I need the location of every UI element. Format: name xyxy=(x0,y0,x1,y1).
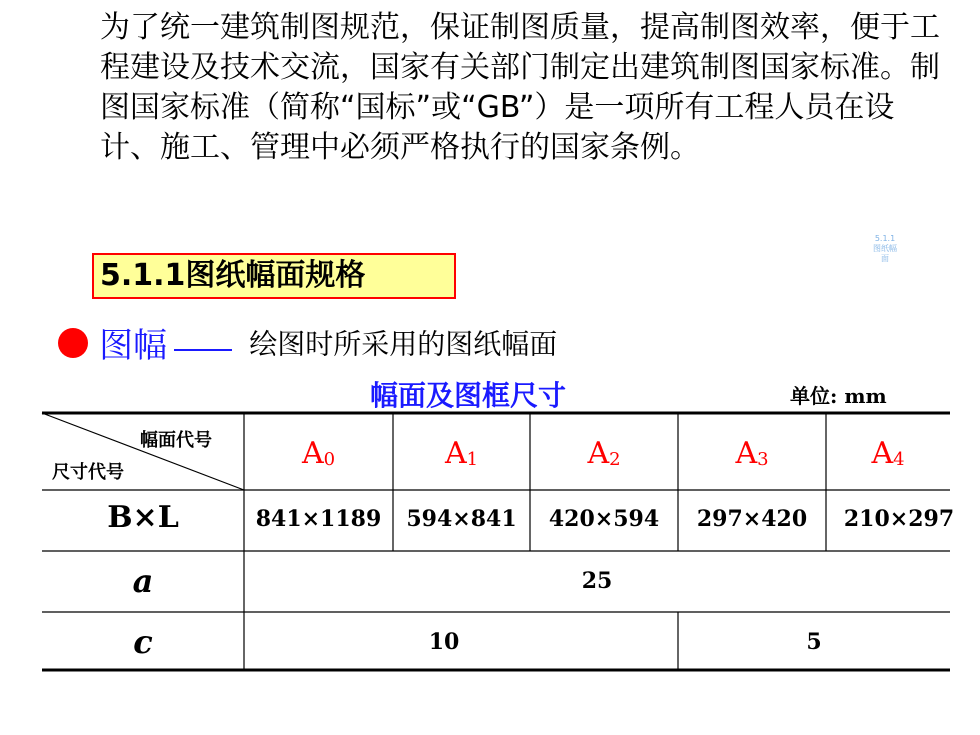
cell-bl-a3: 297×420 xyxy=(696,506,808,532)
bullet-term: 图幅 xyxy=(99,326,168,366)
cell-c-a0-a2: 10 xyxy=(428,629,460,655)
column-header-a3: $A_3$ xyxy=(735,436,769,471)
corner-header-bottom: 尺寸代号 xyxy=(52,462,124,483)
section-heading: 5.1.1图纸幅面规格 xyxy=(92,253,456,299)
row-label-bl: B×L xyxy=(107,500,179,535)
column-header-a2: $A_2$ xyxy=(587,436,621,471)
corner-header-top: 幅面代号 xyxy=(140,430,212,451)
column-header-a4: $A_4$ xyxy=(871,436,905,471)
cell-bl-a4: 210×297 xyxy=(843,506,955,532)
cell-c-a3-a4: 5 xyxy=(806,629,822,655)
cell-a-value: 25 xyxy=(581,568,613,594)
column-header-a1: $A_1$ xyxy=(444,436,479,471)
row-label-c: c xyxy=(133,623,153,661)
row-label-a: a xyxy=(132,562,154,600)
bullet-description: 绘图时所采用的图纸幅面 xyxy=(249,327,558,361)
table-title: 幅面及图框尺寸 xyxy=(370,379,567,412)
column-header-a0: $A_0$ xyxy=(301,436,336,471)
table-unit: 单位: mm xyxy=(790,384,887,408)
cell-bl-a1: 594×841 xyxy=(406,506,517,532)
cell-bl-a0: 841×1189 xyxy=(255,506,382,532)
intro-paragraph: 为了统一建筑制图规范，保证制图质量，提高制图效率，便于工程建设及技术交流，国家有关部门制定出建筑制图国家标准。制图国家标准（简称“国标”或“GB”）是一项所有工程人员在设计、施工、管理中必须严格执行的国家条例。 xyxy=(100,10,940,165)
cell-bl-a2: 420×594 xyxy=(548,506,660,532)
side-note: 5.1.1 图纸幅面 xyxy=(873,234,897,263)
